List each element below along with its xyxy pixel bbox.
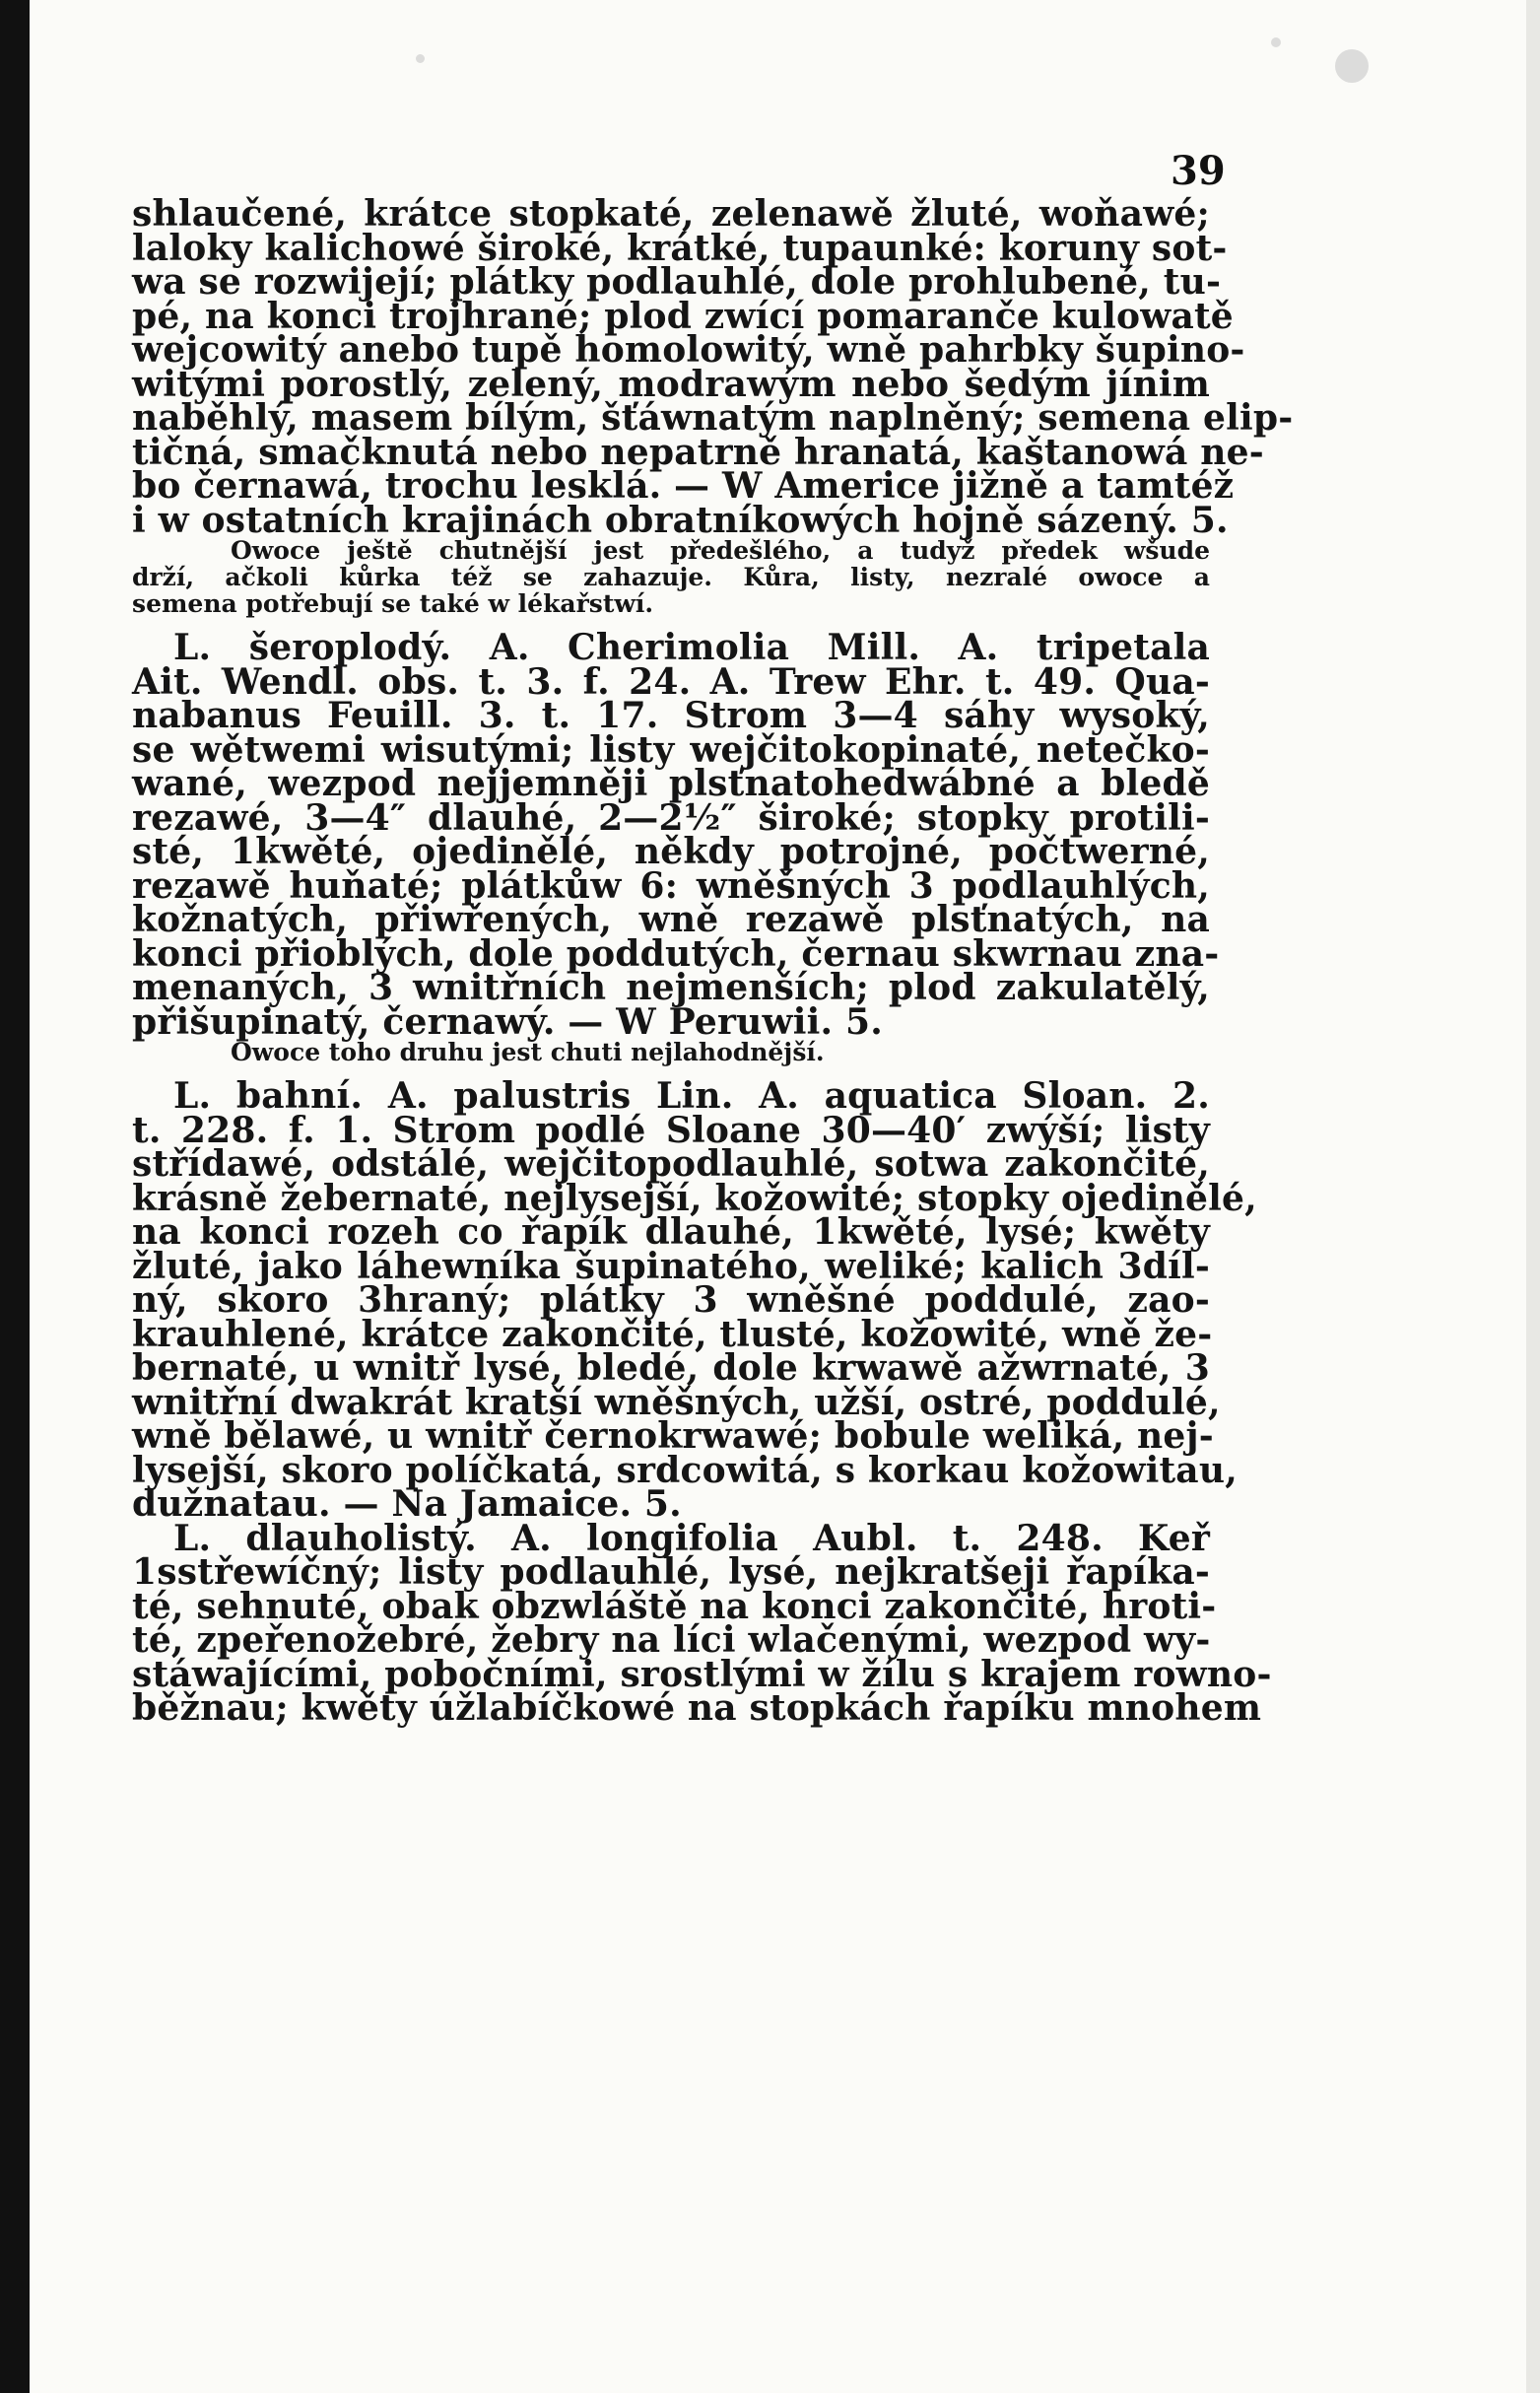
note-line: drží, ačkoli kůrka též se zahazuje. Kůra, listy, nezralé owoce a — [132, 563, 1210, 591]
body-paragraph — [132, 193, 1294, 541]
page-edge — [1526, 0, 1540, 2393]
text-line: witými porostlý, zelený, modrawým nebo šedým jínim — [132, 363, 1210, 405]
text-line: naběhlý, masem bílým, šťáwnatým naplněný; semena elip- — [132, 397, 1294, 439]
note-paragraph — [132, 537, 1210, 631]
text-line: kožnatých, přiwřených, wně rezawě plsťnatých, na — [132, 899, 1210, 940]
text-line: L. dlauholistý. A. longifolia Aubl. t. 248. Keř — [173, 1517, 1210, 1559]
note-paragraph — [132, 1039, 1210, 1079]
text-line: rezawě huňaté; plátkůw 6: wněšných 3 podlauhlých, — [132, 864, 1210, 907]
text-line: na konci rozeh co řapík dlauhé, 1kwěté, lysé; kwěty — [132, 1211, 1210, 1253]
note-line: Owoce ještě chutnější jest předešlého, a tudyž předek wšude — [231, 536, 1210, 565]
paper-stain — [1335, 49, 1369, 83]
text-line: bernaté, u wnitř lysé, bledé, dole krwawě ažwrnaté, 3 — [132, 1347, 1210, 1389]
text-line: ný, skoro 3hraný; plátky 3 wněšné poddulé, zao- — [132, 1279, 1210, 1321]
text-line: bo černawá, trochu lesklá. — W Americe jižně a tamtéž — [132, 465, 1235, 507]
text-line: tičná, smačknutá nebo nepatrně hranatá, kaštanowá ne- — [132, 431, 1264, 473]
text-line: shlaučené, krátce stopkaté, zelenawě žluté, woňawé; — [132, 193, 1210, 235]
text-line: L. bahní. A. palustris Lin. A. aquatica Sloan. 2. — [173, 1075, 1210, 1117]
text-line: wejcowitý anebo tupě homolowitý, wně pahrbky šupino- — [132, 329, 1245, 371]
text-line: pé, na konci trojhrané; plod zwící pomaranče kulowatě — [132, 295, 1234, 337]
text-line: krauhlené, krátce zakončité, tlusté, kožowité, wně že- — [132, 1313, 1213, 1355]
text-line: menaných, 3 wnitřních nejmenších; plod zakulatělý, — [132, 967, 1210, 1008]
text-line: t. 228. f. 1. Strom podlé Sloane 30—40′ zwýší; listy — [132, 1109, 1210, 1151]
text-line: wnitřní dwakrát kratší wněšných, užší, ostré, poddulé, — [132, 1381, 1221, 1423]
text-line: 1sstřewíčný; listy podlauhlé, lysé, nejkratšeji řapíka- — [132, 1551, 1210, 1593]
text-line: wa se rozwijejí; plátky podlauhlé, dole prohlubené, tu- — [132, 261, 1222, 303]
text-line: rezawé, 3—4″ dlauhé, 2—2½″ široké; stopky protili- — [132, 796, 1210, 839]
body-paragraph — [132, 1517, 1272, 1729]
text-line: krásně žebernaté, nejlysejší, kožowité; stopky ojedinělé, — [132, 1177, 1257, 1219]
text-line: té, zpeřenožebré, žebry na líci wlačenými, wezpod wy- — [132, 1619, 1211, 1661]
text-line: přišupinatý, černawý. — W Peruwii. 5. — [132, 1000, 883, 1043]
paper-stain — [1271, 37, 1281, 47]
paper-stain — [416, 54, 425, 63]
text-line: stáwajícími, pobočními, srostlými w žílu s krajem rowno- — [132, 1653, 1272, 1695]
text-line: i w ostatních krajinách obratníkowých hojně sázený. 5. — [132, 499, 1229, 541]
page-text — [132, 193, 1294, 1729]
text-line: konci přioblých, dole poddutých, černau skwrnau zna- — [132, 932, 1220, 975]
body-paragraph — [132, 1075, 1257, 1525]
text-line: dužnatau. — Na Jamaice. 5. — [132, 1483, 682, 1525]
text-line: nabanus Feuill. 3. t. 17. Strom 3—4 sáhy wysoký, — [132, 695, 1210, 736]
text-line: sté, 1kwěté, ojedinělé, někdy potrojné, počtwerné, — [132, 831, 1210, 872]
body-paragraph — [132, 627, 1220, 1043]
text-line: Ait. Wendl. obs. t. 3. f. 24. A. Trew Ehr. t. 49. Qua- — [132, 660, 1210, 703]
note-line: semena potřebují se také w lékařstwí. — [132, 589, 654, 618]
page-number: 39 — [1171, 148, 1226, 194]
note-line: Owoce toho druhu jest chuti nejlahodnější. — [231, 1038, 825, 1066]
text-line: wně bělawé, u wnitř černokrwawé; bobule weliká, nej- — [132, 1415, 1214, 1457]
text-line: té, sehnuté, obak obzwláště na konci zakončité, hroti- — [132, 1585, 1217, 1627]
scan-left-margin — [0, 0, 30, 2393]
text-line: laloky kalichowé široké, krátké, tupaunké: koruny sot- — [132, 227, 1228, 269]
text-line: žluté, jako láhewníka šupinatého, weliké; kalich 3díl- — [132, 1245, 1210, 1287]
text-line: lysejší, skoro políčkatá, srdcowitá, s korkau kožowitau, — [132, 1449, 1238, 1491]
text-line: střídawé, odstálé, wejčitopodlauhlé, sotwa zakončité, — [132, 1143, 1210, 1185]
text-line: wané, wezpod nejjemněji plsťnatohedwábné a bledě — [132, 763, 1210, 804]
text-line: se wětwemi wisutými; listy wejčitokopinaté, netečko- — [132, 728, 1210, 771]
text-line: L. šeroplodý. A. Cherimolia Mill. A. tripetala — [173, 627, 1210, 668]
text-line: běžnau; kwěty úžlabíčkowé na stopkách řapíku mnohem — [132, 1687, 1262, 1729]
